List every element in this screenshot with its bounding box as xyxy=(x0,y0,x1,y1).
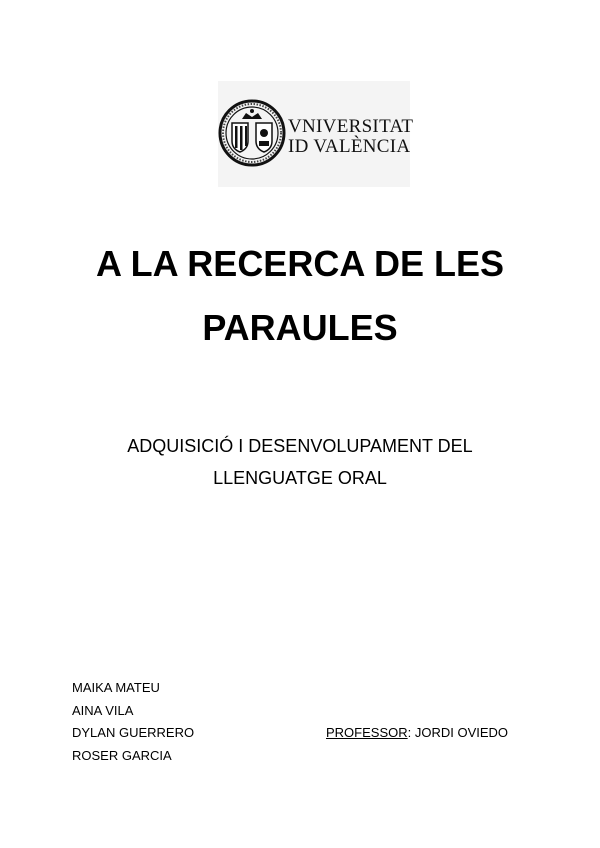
author-name: MAIKA MATEU xyxy=(72,680,160,695)
professor-line xyxy=(326,722,508,745)
university-seal-icon xyxy=(218,99,286,167)
document-subtitle xyxy=(0,430,600,494)
university-name-line2: ID VALÈNCIA xyxy=(288,136,411,157)
professor-name: JORDI OVIEDO xyxy=(414,725,509,740)
subtitle-line2: LLENGUATGE ORAL xyxy=(213,468,387,488)
university-name xyxy=(288,117,413,157)
author-name: ROSER GARCIA xyxy=(72,747,172,763)
subtitle-line1: ADQUISICIÓ I DESENVOLUPAMENT DEL xyxy=(127,436,473,456)
author-name: DYLAN GUERRERO xyxy=(72,725,195,740)
author-name: AINA VILA xyxy=(72,702,134,718)
university-name-line1: VNIVERSITAT xyxy=(288,116,414,137)
author-list xyxy=(72,677,194,767)
professor-separator: : xyxy=(407,725,415,740)
university-logo xyxy=(218,81,414,187)
professor-label: PROFESSOR xyxy=(326,725,408,740)
title-line2: PARAULES xyxy=(202,307,398,348)
title-line1: A LA RECERCA DE LES xyxy=(95,243,505,284)
document-title xyxy=(0,232,600,360)
